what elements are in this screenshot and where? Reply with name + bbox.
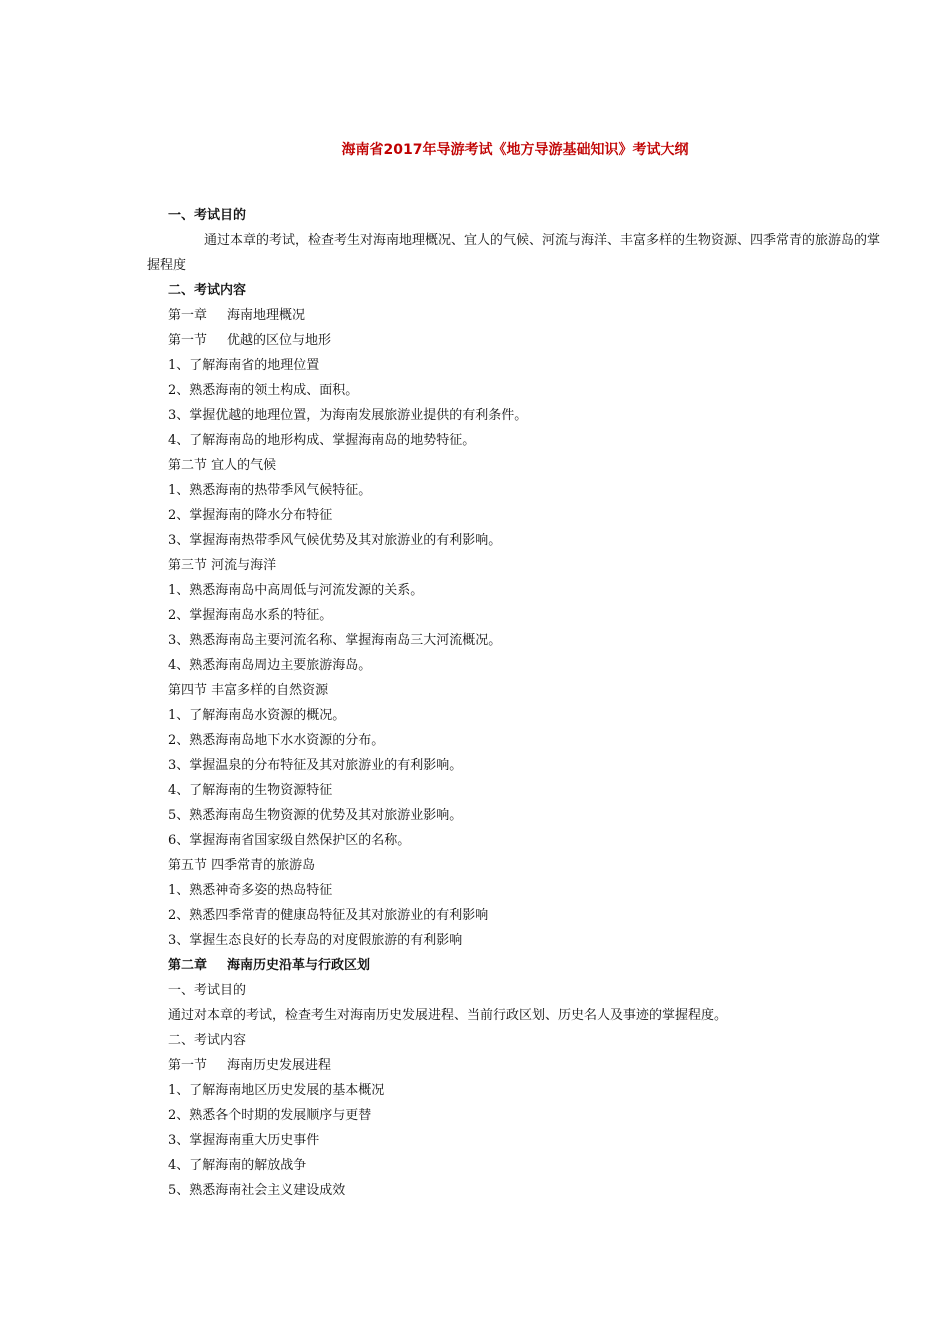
section-label: 第一节 (168, 333, 208, 348)
chapter-2-label: 第二章 (168, 958, 208, 973)
list-item: 4、了解海南岛的地形构成、掌握海南岛的地势特征。 (168, 433, 476, 448)
list-item: 1、熟悉海南岛中高周低与河流发源的关系。 (168, 583, 424, 598)
section-heading-objective: 一、考试目的 (168, 208, 247, 223)
list-item: 1、了解海南省的地理位置 (168, 358, 320, 373)
list-item: 4、熟悉海南岛周边主要旅游海岛。 (168, 658, 372, 673)
list-item: 2、熟悉海南的领土构成、面积。 (168, 383, 359, 398)
list-item: 3、掌握生态良好的长寿岛的对度假旅游的有利影响 (168, 933, 463, 948)
section-name: 海南历史发展进程 (227, 1058, 332, 1073)
list-item: 2、熟悉海南岛地下水水资源的分布。 (168, 733, 385, 748)
list-item: 5、熟悉海南岛生物资源的优势及其对旅游业影响。 (168, 808, 463, 823)
list-item: 4、了解海南的解放战争 (168, 1158, 307, 1173)
document-body (147, 203, 887, 1203)
chapter-2-name: 海南历史沿革与行政区划 (227, 958, 371, 973)
chapter-2-content-heading: 二、考试内容 (168, 1033, 247, 1048)
section-heading-content: 二、考试内容 (168, 283, 247, 298)
chapter-1-section-3-heading: 第三节 河流与海洋 (168, 558, 277, 573)
chapter-2-objective-text: 通过对本章的考试，检查考生对海南历史发展进程、当前行政区划、历史名人及事迹的掌握程度。 (168, 1008, 728, 1023)
list-item: 1、了解海南岛水资源的概况。 (168, 708, 346, 723)
list-item: 3、掌握海南重大历史事件 (168, 1133, 320, 1148)
list-item: 1、了解海南地区历史发展的基本概况 (168, 1083, 385, 1098)
chapter-2-objective-heading: 一、考试目的 (168, 983, 247, 998)
chapter-1-heading (147, 303, 887, 328)
chapter-1-label: 第一章 (168, 308, 208, 323)
chapter-2-section-1-heading (147, 1053, 887, 1078)
chapter-1-section-4-heading: 第四节 丰富多样的自然资源 (168, 683, 329, 698)
objective-paragraph: 通过本章的考试，检查考生对海南地理概况、宜人的气候、河流与海洋、丰富多样的生物资源、四季常青的旅游岛的掌握程度 (147, 233, 881, 273)
chapter-2-heading (147, 953, 887, 978)
list-item: 3、掌握优越的地理位置，为海南发展旅游业提供的有利条件。 (168, 408, 528, 423)
list-item: 4、了解海南的生物资源特征 (168, 783, 333, 798)
section-name: 优越的区位与地形 (227, 333, 332, 348)
chapter-1-section-5-heading: 第五节 四季常青的旅游岛 (168, 858, 316, 873)
list-item: 2、熟悉四季常青的健康岛特征及其对旅游业的有利影响 (168, 908, 489, 923)
chapter-1-name: 海南地理概况 (227, 308, 306, 323)
list-item: 3、掌握温泉的分布特征及其对旅游业的有利影响。 (168, 758, 463, 773)
list-item: 2、掌握海南的降水分布特征 (168, 508, 333, 523)
list-item: 1、熟悉神奇多姿的热岛特征 (168, 883, 333, 898)
document-title: 海南省2017年导游考试《地方导游基础知识》考试大纲 (341, 142, 689, 158)
list-item: 2、掌握海南岛水系的特征。 (168, 608, 333, 623)
chapter-1-section-2-heading: 第二节 宜人的气候 (168, 458, 277, 473)
list-item: 3、熟悉海南岛主要河流名称、掌握海南岛三大河流概况。 (168, 633, 502, 648)
list-item: 6、掌握海南省国家级自然保护区的名称。 (168, 833, 411, 848)
list-item: 2、熟悉各个时期的发展顺序与更替 (168, 1108, 372, 1123)
chapter-1-section-1-heading (147, 328, 887, 353)
list-item: 5、熟悉海南社会主义建设成效 (168, 1183, 346, 1198)
list-item: 3、掌握海南热带季风气候优势及其对旅游业的有利影响。 (168, 533, 502, 548)
list-item: 1、熟悉海南的热带季风气候特征。 (168, 483, 372, 498)
section-label: 第一节 (168, 1058, 208, 1073)
